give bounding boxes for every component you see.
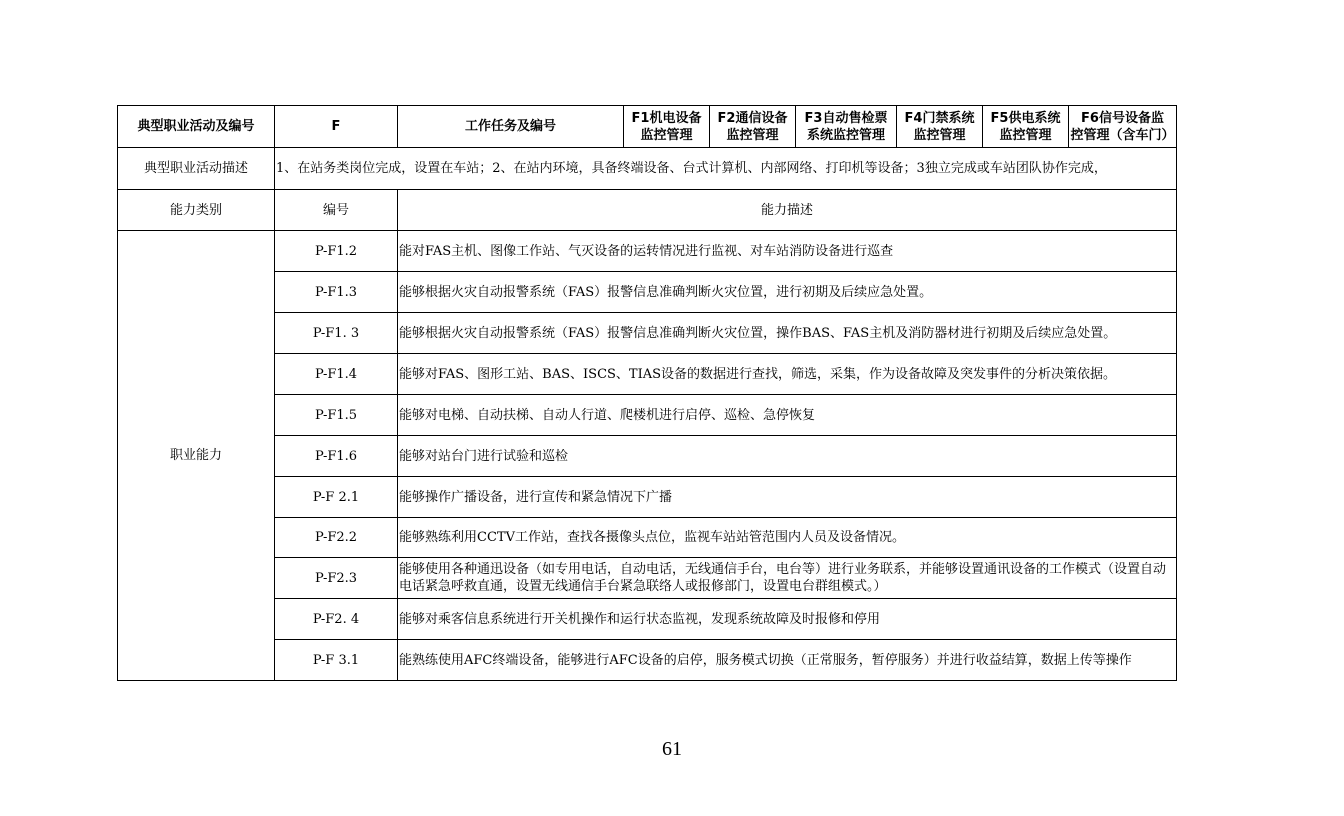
table-row (118, 558, 1177, 599)
row-description: 能够根据火灾自动报警系统（FAS）报警信息准确判断火灾位置，进行初期及后续应急处置。 (398, 272, 1177, 313)
table-row (118, 395, 1177, 436)
row-code: P-F 2.1 (275, 477, 398, 518)
header-f5: F5供电系统 监控管理 (983, 106, 1069, 148)
competency-table (117, 105, 1177, 681)
row-description: 能够对电梯、自动扶梯、自动人行道、爬楼机进行启停、巡检、急停恢复 (398, 395, 1177, 436)
table-row (118, 518, 1177, 558)
row-code: P-F1.3 (275, 272, 398, 313)
ability-code-header: 编号 (275, 190, 398, 231)
ability-description-header: 能力描述 (398, 190, 1177, 231)
table-row (118, 436, 1177, 477)
table-row (118, 231, 1177, 272)
row-code: P-F2.2 (275, 518, 398, 558)
table-row (118, 640, 1177, 681)
ability-category-header: 能力类别 (118, 190, 275, 231)
row-code: P-F2.3 (275, 558, 398, 599)
row-description: 能够对乘客信息系统进行开关机操作和运行状态监视，发现系统故障及时报修和停用 (398, 599, 1177, 640)
row-description: 能够操作广播设备，进行宣传和紧急情况下广播 (398, 477, 1177, 518)
header-f4: F4门禁系统 监控管理 (897, 106, 983, 148)
table-row (118, 477, 1177, 518)
header-task: 工作任务及编号 (398, 106, 624, 148)
header-activity: 典型职业活动及编号 (118, 106, 275, 148)
header-f1: F1机电设备 监控管理 (624, 106, 710, 148)
table-row (118, 599, 1177, 640)
row-code: P-F2. 4 (275, 599, 398, 640)
row-code: P-F1.5 (275, 395, 398, 436)
table-row (118, 313, 1177, 354)
ability-header-row (118, 190, 1177, 231)
row-code: P-F1.2 (275, 231, 398, 272)
table-row (118, 354, 1177, 395)
row-description: 能够对站台门进行试验和巡检 (398, 436, 1177, 477)
header-f2: F2通信设备 监控管理 (710, 106, 796, 148)
row-description: 能够使用各种通迅设备（如专用电话，自动电话，无线通信手台，电台等）进行业务联系，并能够设置通讯设备的工作模式（设置自动电话紧急呼救直通，设置无线通信手台紧急联络人或报修部门，设置电台群组模式。） (398, 558, 1177, 599)
row-code: P-F1.6 (275, 436, 398, 477)
activity-description-text: 1、在站务类岗位完成，设置在车站；2、在站内环境，具备终端设备、台式计算机、内部网络、打印机等设备；3独立完成或车站团队协作完成， (275, 148, 1177, 190)
row-description: 能够根据火灾自动报警系统（FAS）报警信息准确判断火灾位置，操作BAS、FAS主机及消防器材进行初期及后续应急处置。 (398, 313, 1177, 354)
category-label: 职业能力 (118, 231, 275, 681)
page-number: 61 (662, 738, 682, 760)
table-row (118, 272, 1177, 313)
row-code: P-F 3.1 (275, 640, 398, 681)
header-code: F (275, 106, 398, 148)
table-header-row (118, 106, 1177, 148)
row-description: 能够对FAS、图形工站、BAS、ISCS、TIAS设备的数据进行查找，筛选，采集，作为设备故障及突发事件的分析决策依据。 (398, 354, 1177, 395)
row-description: 能对FAS主机、图像工作站、气灭设备的运转情况进行监视、对车站消防设备进行巡查 (398, 231, 1177, 272)
row-description: 能够熟练利用CCTV工作站，查找各摄像头点位，监视车站站管范围内人员及设备情况。 (398, 518, 1177, 558)
row-description: 能熟练使用AFC终端设备，能够进行AFC设备的启停，服务模式切换（正常服务，暂停服务）并进行收益结算，数据上传等操作 (398, 640, 1177, 681)
header-f6: F6信号设备监 控管理（含车门） (1069, 106, 1177, 148)
row-code: P-F1.4 (275, 354, 398, 395)
activity-description-label: 典型职业活动描述 (118, 148, 275, 190)
activity-description-row (118, 148, 1177, 190)
row-code: P-F1. 3 (275, 313, 398, 354)
header-f3: F3自动售检票 系统监控管理 (796, 106, 897, 148)
